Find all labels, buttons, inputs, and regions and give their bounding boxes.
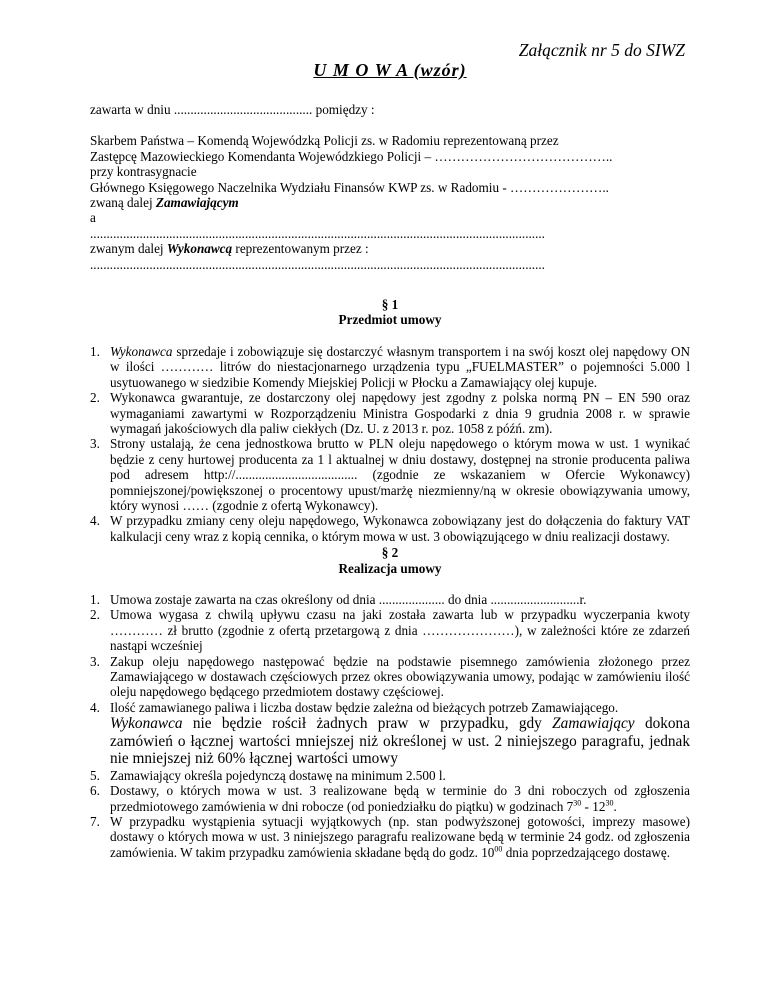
document-title: [90, 60, 690, 80]
intro-line-represented-blank: ..........................................................................................................................................: [90, 256, 545, 272]
list-item: 4. Ilość zamawianego paliwa i liczba dostaw będzie zależna od bieżących potrzeb Zamawiającego. Wykonawca nie będzie rościł żadnych praw w przypadku, gdy Zamawiający dokona zamówień o łącznej wartości mniejszej niż określonej w ust. 2 niniejszego paragrafu, jednak nie mniejszej niż 60% łącznej wartości umowy: [90, 699, 690, 768]
list-item: 2. Wykonawca gwarantuje, ze dostarczony olej napędowy jest zgodny z polska normą PN – EN 590 oraz wymaganiami zawartymi w Rozporządzeniu Ministra Gospodarki z dnia 9 grudnia 2008 r. w sprawie wymagań jakościowych dla paliw ciekłych (Dz. U. z 2013 r. poz. 1058 z późń. zm).: [90, 390, 690, 436]
list-item: 3. Strony ustalają, że cena jednostkowa brutto w PLN oleju napędowego o którym mowa w ust. 1 wynikać będzie z ceny hurtowej producenta za 1 l aktualnej w dniu dostawy, dostępnej na stronie producenta paliwa pod adresem http://..................................... (zgodnie ze wskazaniem w Ofercie Wykonawcy) pomniejszonej/powiększonej o procentowy upust/marżę niezmienny/ną w okresie obowiązywania umowy, który wynosi …… (zgodnie z ofertą Wykonawcy).: [90, 436, 690, 513]
intro-line-called-contractor: zwanym dalej Wykonawcą reprezentowanym przez :: [90, 241, 369, 257]
annex-label: Załącznik nr 5 do SIWZ: [518, 40, 685, 60]
section1-heading: Przedmiot umowy: [338, 312, 442, 328]
contract-document: [90, 40, 690, 860]
section1-list: [90, 344, 690, 544]
list-item: 1. Umowa zostaje zawarta na czas określony od dnia .................... do dnia ...........................r.: [90, 591, 587, 607]
list-item: 2. Umowa wygasa z chwilą upływu czasu na jaki została zawarta lub w przypadku wyczerpania kwoty ………… zł brutto (zgodnie z ofertą przetargową z dnia …………………), w zależności które ze zdarzeń nastąpi wcześniej: [90, 607, 690, 654]
term-wykonawca: Wykonawcą: [166, 241, 233, 257]
intro-line-date: zawarta w dniu .......................................... pomiędzy :: [90, 102, 375, 117]
document-title-text: U M O W A (wzór): [313, 60, 467, 80]
list-item: 7. W przypadku wystąpienia sytuacji wyjątkowych (np. stan podwyższonej gotowości, imprezy masowe) dostawy o których mowa w ust. 3 niniejszego paragrafu realizowane będą w terminie 24 godz. od zgłoszenia zamówienia. W takim przypadku zamówienia składane będą do godz. $10^{00}$ dnia poprzedzającego dostawę.: [90, 813, 690, 860]
term-zamawiajacym: Zamawiającym: [155, 195, 239, 211]
section2-symbol: § 2: [381, 545, 399, 561]
list-item: 5. Zamawiający określa pojedynczą dostawę na minimum 2.500 l.: [90, 767, 446, 783]
section2-list: [90, 592, 690, 860]
intro-line-party1: Skarbem Państwa – Komendą Wojewódzką Policji zs. w Radomiu reprezentowaną przez: [90, 133, 559, 149]
intro-line-called-ordering: zwaną dalej Zamawiającym: [90, 195, 239, 211]
list-item: 3. Zakup oleju napędowego następować będzie na podstawie pisemnego zamówienia złożonego przez Zamawiającego w dostawach częściowych przez okres obowiązywania umowy, podając w zamówieniu ilość oleju napędowego będącego przedmiotem dostawy częściowej.: [90, 653, 690, 700]
intro-line-and: a: [90, 210, 96, 226]
intro-line-contractor-blank: ..........................................................................................................................................: [90, 225, 545, 241]
section1-symbol: § 1: [381, 297, 399, 313]
list-item: 4. W przypadku zmiany ceny oleju napędowego, Wykonawca zobowiązany jest do dołączenia do faktury VAT kalkulacji ceny wraz z kopią cennika, o którym mowa w ust. 3 obowiązującego w dniu realizacji dostawy.: [90, 513, 690, 544]
intro-line-representative: Zastępcę Mazowieckiego Komendanta Wojewódzkiego Policji – …………………………………..: [90, 148, 613, 164]
list-item: 1. Wykonawca sprzedaje i zobowiązuje się dostarczyć własnym transportem i na swój koszt olej napędowy ON w ilości ………… litrów do niestacjonarnego urządzenia typu „FUELMASTER” o pojemności 5.000 l usytuowanego w siedzibie Komendy Miejskiej Policji w Płocku a Zamawiający olej kupuje.: [90, 343, 690, 390]
section2-heading: Realizacja umowy: [338, 560, 442, 576]
intro-line-countersign: przy kontrasygnacie: [90, 164, 197, 180]
intro-line-accountant: Głównego Księgowego Naczelnika Wydziału Finansów KWP zs. w Radomiu - …………………..: [90, 179, 609, 195]
list-item: 6. Dostawy, o których mowa w ust. 3 realizowane będą w terminie do 3 dni roboczych od zgłoszenia przedmiotowego zamówienia w dni robocze (od poniedziałku do piątku) w godzinach $7^{30} - 12^{30}$.: [90, 783, 690, 814]
